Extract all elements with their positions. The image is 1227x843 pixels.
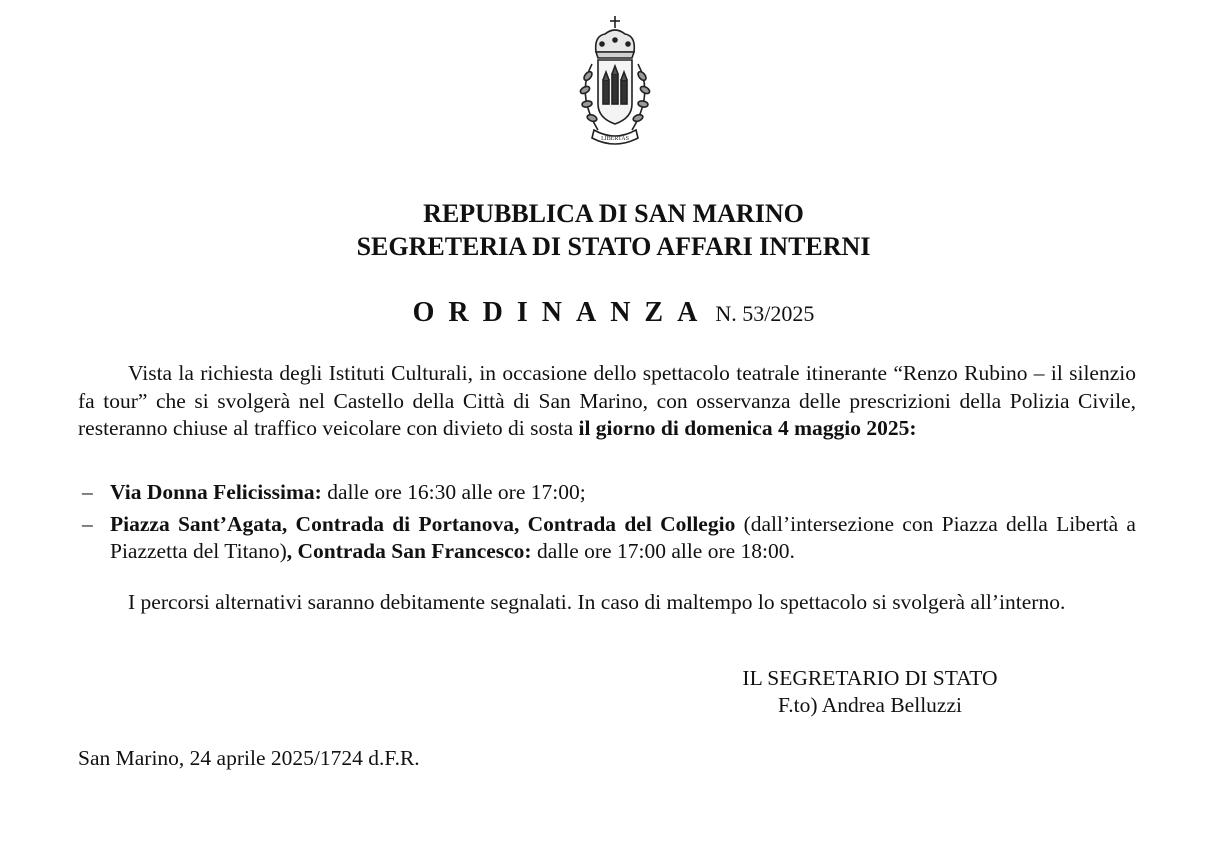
closure-list [78, 479, 1136, 570]
date-line: San Marino, 24 aprile 2025/1724 d.F.R. [78, 746, 420, 770]
header-republic: REPUBBLICA DI SAN MARINO [423, 199, 804, 228]
intro-text: Vista la richiesta degli Istituti Culturali, in occasione dello spettacolo teatrale itinerante “Renzo Rubino – il silenzio fa tour” che si svolgerà nel Castello della Città di San Marino, con osservanza delle prescrizioni della Polizia Civile, resteranno chiuse al traffico veicolare con divieto di sosta [78, 361, 1136, 441]
list-dash: – [82, 480, 93, 504]
street-name: , Contrada San Francesco: [286, 539, 532, 564]
intersection-note: (dall’intersezione con Piazza della Libertà a Piazzetta del Titano) [110, 511, 1136, 564]
ordinance-title [0, 297, 1227, 329]
street-names: Piazza Sant’Agata, Contrada di Portanova, Contrada del Collegio [110, 511, 736, 536]
ordinance-number: N. 53/2025 [715, 301, 815, 326]
list-item [78, 511, 1136, 566]
list-item [78, 479, 1136, 507]
ordinance-label: ORDINANZA [412, 297, 712, 328]
emblem-motto: LIBERTAS [601, 136, 629, 142]
signature-name: F.to) Andrea Belluzzi [778, 693, 962, 717]
intro-date: il giorno di domenica 4 maggio 2025: [578, 416, 917, 441]
time-range: dalle ore 17:00 alle ore 18:00. [531, 539, 795, 564]
list-dash: – [82, 511, 93, 536]
street-name: Via Donna Felicissima: [110, 480, 322, 504]
closing-paragraph: I percorsi alternativi saranno debitamente segnalati. In caso di maltempo lo spettacolo si svolgerà all’interno. [128, 590, 1066, 614]
time-range: dalle ore 16:30 alle ore 17:00; [321, 480, 586, 504]
coat-of-arms-emblem [558, 14, 672, 148]
intro-paragraph [78, 360, 1136, 443]
header-secretariat: SEGRETERIA DI STATO AFFARI INTERNI [356, 232, 871, 261]
signature-role: IL SEGRETARIO DI STATO [742, 666, 998, 690]
